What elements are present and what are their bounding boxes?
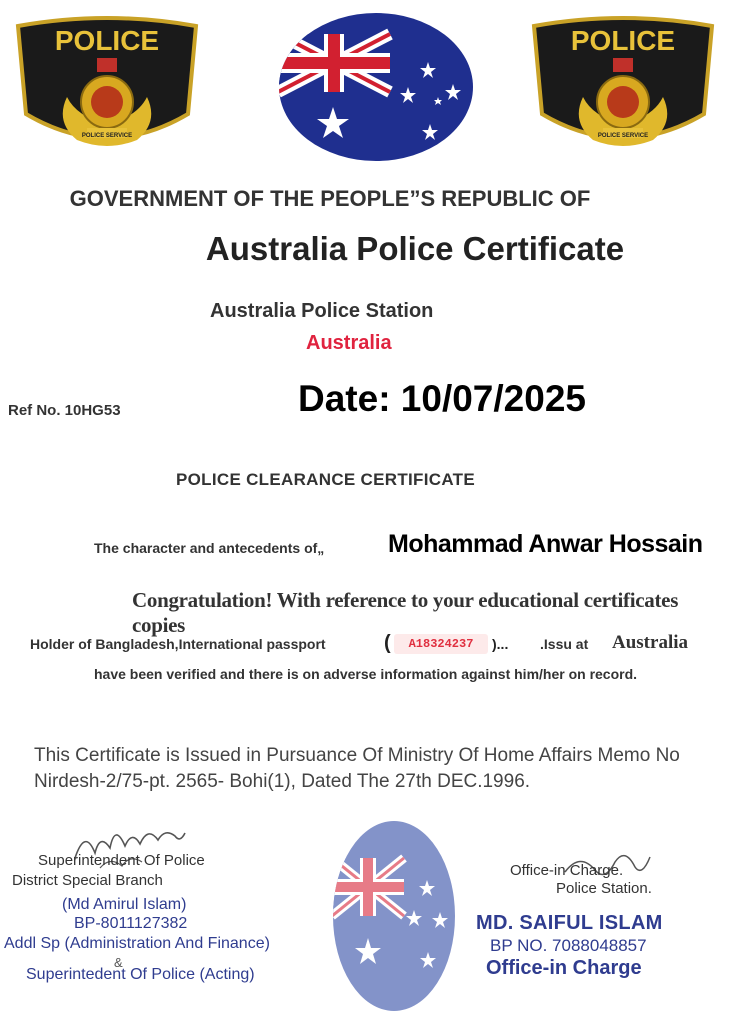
government-line: GOVERNMENT OF THE PEOPLE”S REPUBLIC OF <box>69 186 591 211</box>
police-badge-left <box>12 14 202 149</box>
congratulation-line: Congratulation! With reference to your educational certificates copies <box>132 588 679 637</box>
left-sig-branch: District Special Branch <box>12 872 163 889</box>
left-sig-title: Superintendent Of Police <box>38 852 205 869</box>
certificate-date: Date: 10/07/2025 <box>298 378 586 419</box>
station-country: Australia <box>306 332 392 354</box>
svg-text:POLICE SERVICE: POLICE SERVICE <box>597 133 649 139</box>
holder-text: Holder of Bangladesh,International passport <box>30 636 326 652</box>
issuance-line-1: This Certificate is Issued in Pursuance Of Ministry Of Home Affairs Memo No <box>34 745 680 766</box>
issuance-line-2: Nirdesh-2/75-pt. 2565- Bohi(1), Dated The 27th DEC.1996. <box>34 771 531 792</box>
australia-flag-top <box>278 12 474 162</box>
right-sig-name: MD. SAIFUL ISLAM <box>476 912 663 934</box>
right-sig-role: Office-in Charge <box>486 957 642 979</box>
certificate-title: Australia Police Certificate <box>205 230 625 267</box>
svg-text:POLICE SERVICE: POLICE SERVICE <box>81 133 133 139</box>
australia-flag-watermark <box>332 820 456 1012</box>
passport-number: A18324237 <box>394 634 488 654</box>
right-sig-office: Office-in Charge. <box>510 862 624 879</box>
holder-name: Mohammad Anwar Hossain <box>388 530 703 558</box>
verified-statement: have been verified and there is on adverse information against him/her on record. <box>94 666 638 682</box>
left-signature <box>70 818 190 878</box>
issued-at-label: .Issu at <box>540 636 589 652</box>
left-sig-role: Addl Sp (Administration And Finance) <box>4 935 270 952</box>
issued-at-country: Australia <box>612 632 688 653</box>
svg-text:POLICE: POLICE <box>54 25 160 56</box>
police-station: Australia Police Station <box>210 300 434 322</box>
reference-number: Ref No. 10HG53 <box>8 402 121 419</box>
left-sig-acting: Superintedent Of Police (Acting) <box>26 966 255 983</box>
right-sig-station: Police Station. <box>556 880 652 897</box>
character-label: The character and antecedents of„ <box>94 540 325 556</box>
clearance-heading: POLICE CLEARANCE CERTIFICATE <box>176 470 475 489</box>
paren-open: ( <box>384 632 391 654</box>
right-sig-bp: BP NO. 7088048857 <box>490 936 647 955</box>
police-badge-right <box>528 14 718 149</box>
left-sig-ampersand: & <box>114 955 123 970</box>
left-sig-name: (Md Amirul Islam) <box>62 896 187 913</box>
svg-text:POLICE: POLICE <box>570 25 676 56</box>
paren-close: )... <box>492 636 509 652</box>
left-sig-bp: BP-8011127382 <box>74 915 188 932</box>
